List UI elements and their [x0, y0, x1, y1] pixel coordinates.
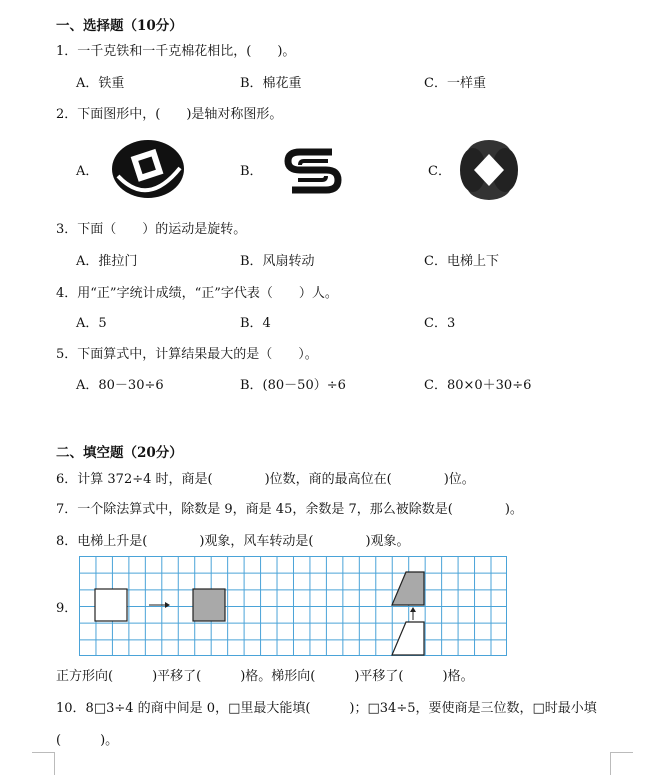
question-4: 4．用“正”字统计成绩，“正”字代表（ ）人。: [56, 286, 338, 301]
question-8: 8．电梯上升是( )观象，风车转动是( )观象。: [56, 534, 410, 549]
question-10-line-1: 10．8□3÷4 的商中间是 0，□里最大能填( )；□34÷5，要使商是三位数，□时最小填: [56, 701, 597, 716]
question-6: 6．计算 372÷4 时，商是( )位数，商的最高位在( )位。: [56, 472, 475, 487]
q2-option-a: A．: [76, 164, 99, 179]
q1-option-c: C．一样重: [424, 76, 486, 91]
q5-option-b: B．(80－50）÷6: [240, 378, 346, 393]
translation-grid: [79, 556, 507, 656]
grid-figure: [79, 556, 507, 656]
q5-option-a: A．80－30÷6: [76, 378, 164, 393]
question-2: 2．下面图形中，( )是轴对称图形。: [56, 107, 283, 122]
question-10-line-2: ( )。: [56, 733, 119, 748]
q4-option-b: B．4: [240, 316, 271, 331]
q5-option-c: C．80×0＋30÷6: [424, 378, 532, 393]
page-corner-mark-right: [610, 752, 633, 775]
question-7: 7．一个除法算式中，除数是 9，商是 45，余数是 7，那么被除数是( )。: [56, 502, 523, 517]
section-title-choice: 一、选择题（10分）: [56, 18, 183, 34]
q1-option-a: A．铁重: [76, 76, 125, 91]
q4-option-a: A．5: [76, 316, 107, 331]
shaded-square: [193, 589, 225, 621]
section-title-fill: 二、填空题（20分）: [56, 445, 183, 461]
q2-option-c: C．: [428, 164, 451, 179]
original-square: [95, 589, 127, 621]
upper-trapezoid: [392, 572, 424, 605]
question-3: 3．下面（ ）的运动是旋转。: [56, 222, 247, 237]
grid-lines: [79, 556, 507, 656]
question-9-text: 正方形向( )平移了( )格。梯形向( )平移了( )格。: [56, 669, 474, 684]
question-5: 5．下面算式中，计算结果最大的是（ ）。: [56, 347, 318, 362]
up-arrow-icon-head: [410, 607, 416, 612]
question-1: 1．一千克铁和一千克棉花相比，( )。: [56, 44, 296, 59]
page-corner-mark-left: [32, 752, 55, 775]
q4-option-c: C．3: [424, 316, 456, 331]
q2-option-b: B．: [240, 164, 263, 179]
q1-option-b: B．棉花重: [240, 76, 302, 91]
four-petal-logo-icon: [458, 138, 520, 202]
q3-option-b: B．风扇转动: [240, 254, 315, 269]
double-s-logo-icon: [282, 146, 344, 196]
q3-option-c: C．电梯上下: [424, 254, 499, 269]
question-9-label: 9．: [56, 601, 78, 616]
lower-trapezoid: [392, 622, 424, 655]
q3-option-a: A．推拉门: [76, 254, 138, 269]
coin-logo-icon: [110, 138, 186, 200]
right-arrow-icon-head: [165, 602, 170, 608]
